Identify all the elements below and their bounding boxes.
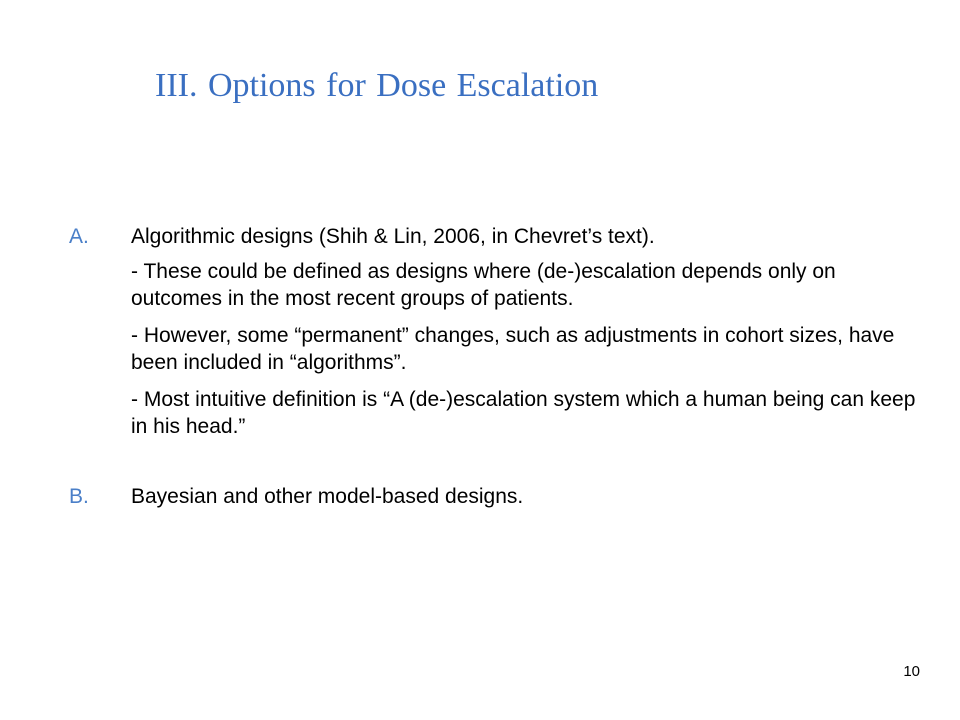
slide-title: III. Options for Dose Escalation bbox=[155, 67, 599, 104]
sub-point-list bbox=[131, 258, 921, 450]
item-heading: Bayesian and other model-based designs. bbox=[131, 485, 524, 508]
item-heading: Algorithmic designs (Shih & Lin, 2006, in Chevret’s text). bbox=[131, 225, 655, 248]
sub-point: - However, some “permanent” changes, such as adjustments in cohort sizes, have been included in “algorithms”. bbox=[131, 324, 895, 374]
item-letter: B. bbox=[69, 485, 89, 508]
sub-point: - These could be defined as designs where (de-)escalation depends only on outcomes in the most recent groups of patients. bbox=[131, 260, 836, 310]
item-letter: A. bbox=[69, 225, 89, 248]
page-number: 10 bbox=[903, 663, 920, 680]
sub-point: - Most intuitive definition is “A (de-)escalation system which a human being can keep in his head.” bbox=[131, 388, 916, 438]
